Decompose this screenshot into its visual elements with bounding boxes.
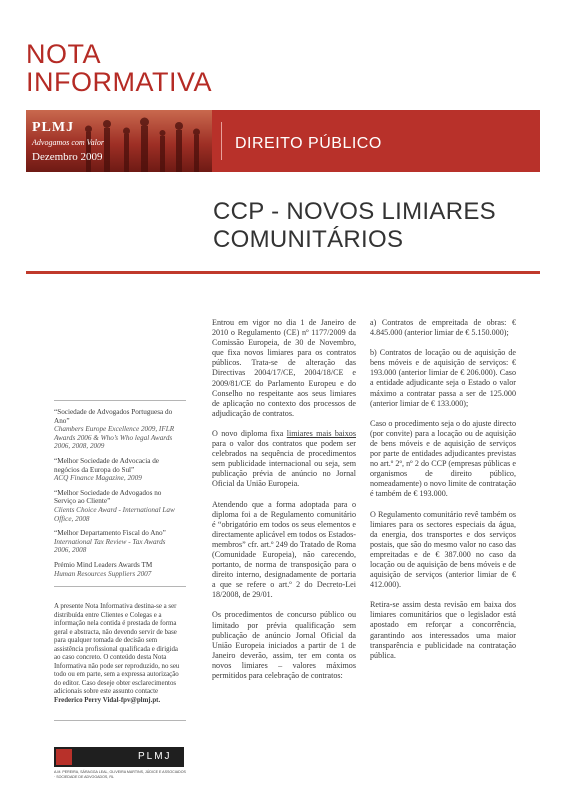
award-item <box>54 457 180 483</box>
masthead <box>26 40 212 96</box>
disclaimer <box>54 603 184 705</box>
masthead-line-1: NOTA <box>26 39 101 69</box>
footer-logo <box>54 747 184 767</box>
title-rule <box>26 271 540 274</box>
award-source: ACQ Finance Magazine, 2009 <box>54 474 142 483</box>
award-title: “Melhor Sociedade de Advogados no Serviço ao Cliente” <box>54 488 162 506</box>
paragraph: Entrou em vigor no dia 1 de Janeiro de 2010 o Regulamento (CE) nº 1177/2009 da Comissão Europeia, de 30 de Novembro, que fixa novos limiares para os contratos públicos. Trata-se de alteração das Directivas 2004/17/CE, 2004/18/CE e 2009/81/CE do Parlamento Europeu e do Conselho no respeitante aos seus limiares de aplicação no contexto dos processos de adjudicação de contratos. <box>212 318 356 418</box>
header-banner <box>26 110 540 172</box>
award-source: Human Resources Suppliers 2007 <box>54 569 152 578</box>
brand-name: PLMJ <box>32 120 75 135</box>
section-title: DIREITO PÚBLICO <box>235 135 382 152</box>
banner-divider <box>221 122 222 160</box>
paragraph: Caso o procedimento seja o do ajuste directo (por convite) para a locação ou de aquisição de bens móveis e de aquisição de serviços por parte de entidades adjudicantes previstas no art.º 2º, nº 2 do CCP (empresas públicas e organismos de direito público, nomeadamente) o novo limite de contratação é também de € 193.000. <box>370 418 516 499</box>
award-source: International Tax Review - Tax Awards 2006, 2008 <box>54 537 166 555</box>
footer-partner-names: A.M. PEREIRA, SÁRAGGA LEAL, OLIVEIRA MARTINS, JÚDICE E ASSOCIADOS · SOCIEDADE DE ADVOGADOS, RL <box>54 770 186 779</box>
disclaimer-text: A presente Nota Informativa destina-se a ser distribuída entre Clientes e Colegas e a informação nela contida é prestada de forma geral e abstracta, não devendo servir de base para qualquer tomada de decisão sem assistência profissional qualificada e dirigida ao caso concreto. O conteúdo desta Nota Informativa não pode ser reproduzido, no seu todo ou em parte, sem a expressa autorização do editor. Caso deseje obter esclarecimentos adicionais sobre este assunto contacte <box>54 603 180 695</box>
emphasis-link: limiares mais baixos <box>286 428 356 438</box>
sidebar-divider <box>54 720 186 721</box>
award-item <box>54 561 180 578</box>
banner-photo <box>26 110 212 172</box>
award-source: Chambers Europe Excellence 2009, IFLR Awards 2006 & Who’s Who legal Awards 2006, 2008, 2009 <box>54 425 175 451</box>
footer-logo-text: PLMJ <box>138 751 172 762</box>
masthead-line-2: INFORMATIVA <box>26 67 212 97</box>
paragraph: b) Contratos de locação ou de aquisição de bens móveis e de aquisição de serviços: € 193.000 (anterior limiar de € 206.000). Caso a entidade adjudicante seja o Estado o valor máximo a contratar passa a ser de 125.000 (anterior limiar de € 133.000); <box>370 348 516 408</box>
article-title-line-2: COMUNITÁRIOS <box>213 226 404 253</box>
article-title <box>213 198 533 254</box>
brand-tagline: Advogamos com Valor <box>32 138 104 147</box>
contact-email[interactable]: Frederico Perry Vidal-fpv@plmj.pt. <box>54 696 161 704</box>
logo-mark-icon <box>56 749 72 765</box>
paragraph: Os procedimentos de concurso público ou limitado por prévia qualificação sem publicação de anúncio Jornal Oficial da União Europeia iniciados a partir de 1 de Janeiro deverão, assim, ter em conta os novos limiares – valores máximos permitidos para celebração de contratos: <box>212 610 356 680</box>
award-item <box>54 529 180 555</box>
paragraph-text: para o valor dos contratos que podem ser celebrados na sequência de procedimentos sem publicidade internacional ou seja, sem publicação prévia de anúncio no Jornal Oficial da União Europeia. <box>212 439 356 489</box>
awards-list <box>54 408 180 584</box>
issue-date: Dezembro 2009 <box>32 151 103 163</box>
award-title: “Melhor Departamento Fiscal do Ano” <box>54 529 166 538</box>
body-column-1 <box>212 318 356 691</box>
paragraph-text: O novo diploma fixa <box>212 428 287 438</box>
award-source: Clients Choice Award - International Law Office, 2008 <box>54 505 175 523</box>
award-title: “Sociedade de Advogados Portuguesa do Ano” <box>54 408 173 425</box>
award-title: Prémio Mind Leaders Awards TM <box>54 560 153 569</box>
paragraph <box>212 429 356 490</box>
paragraph: a) Contratos de empreitada de obras: € 4.845.000 (anterior limiar de € 5.150.000); <box>370 318 516 338</box>
award-item <box>54 489 180 523</box>
paragraph: Atendendo que a forma adoptada para o diploma foi a de Regulamento comunitário é “obrigatório em todos os seus elementos e directamente aplicável em todos os Estados-membros” cfr. art.º 249 do Tratado de Roma (Comunidade Europeia), não carecendo, portanto, de norma de transposição para o direito interno, designadamente de portaria a que se refere o art.º 2 do Decreto-Lei 18/2008, de 29/01. <box>212 499 356 600</box>
paragraph: Retira-se assim desta revisão em baixa dos limiares comunitários que o legislador está apostado em reforçar a concorrência, garantindo aos interessados uma maior transparência e publicidade na contratação pública. <box>370 600 516 660</box>
article-title-line-1: CCP - NOVOS LIMIARES <box>213 198 496 225</box>
sidebar-divider <box>54 586 186 587</box>
body-column-2 <box>370 318 516 671</box>
award-item <box>54 408 180 451</box>
award-title: “Melhor Sociedade de Advocacia de negócios da Europa do Sul” <box>54 456 159 474</box>
sidebar-divider <box>54 400 186 401</box>
paragraph: O Regulamento comunitário revê também os limiares para os sectores especiais da água, da energia, dos transportes e dos serviços postais, que são do mesmo valor no caso das empreitadas e de € 387.000 no caso da locação ou de aquisição de bens móveis e de aquisição de serviços (anterior limiar de € 412.000). <box>370 509 516 590</box>
